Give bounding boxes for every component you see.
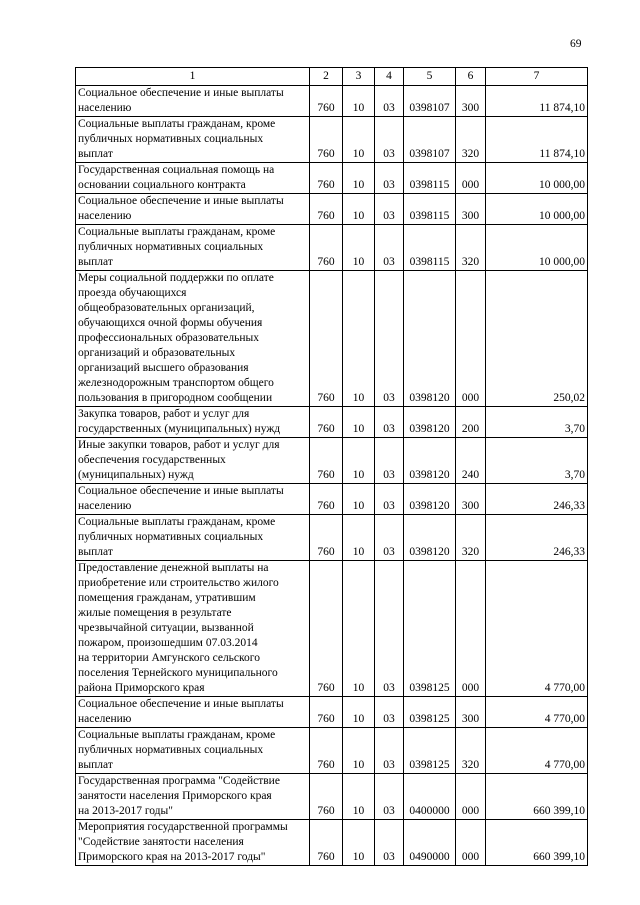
row-name-cell: Социальное обеспечение и иные выплаты населению <box>76 697 310 728</box>
amount-cell: 246,33 <box>486 515 588 561</box>
header-cell: 7 <box>486 68 588 86</box>
table-row <box>76 407 588 438</box>
expense-type-cell: 000 <box>456 820 486 866</box>
header-cell: 2 <box>310 68 343 86</box>
subsection-item-cell: 03 <box>375 271 404 407</box>
budget-table <box>75 67 588 866</box>
amount-cell: 3,70 <box>486 407 588 438</box>
table-row <box>76 515 588 561</box>
subsection-item-cell: 03 <box>375 697 404 728</box>
amount-cell: 10 000,00 <box>486 163 588 194</box>
section-code-cell: 760 <box>310 271 343 407</box>
subsection-item-cell: 03 <box>375 86 404 117</box>
section-code-cell: 760 <box>310 697 343 728</box>
row-name-cell: Закупка товаров, работ и услуг для государственных (муниципальных) нужд <box>76 407 310 438</box>
expense-type-cell: 200 <box>456 407 486 438</box>
subsection-code-cell: 10 <box>343 194 375 225</box>
table-row <box>76 774 588 820</box>
header-cell: 6 <box>456 68 486 86</box>
section-code-cell: 760 <box>310 225 343 271</box>
section-code-cell: 760 <box>310 728 343 774</box>
subsection-code-cell: 10 <box>343 697 375 728</box>
subsection-code-cell: 10 <box>343 484 375 515</box>
subsection-item-cell: 03 <box>375 163 404 194</box>
target-article-cell: 0398115 <box>404 163 456 194</box>
expense-type-cell: 320 <box>456 117 486 163</box>
subsection-code-cell: 10 <box>343 163 375 194</box>
header-cell: 1 <box>76 68 310 86</box>
row-name-cell: Социальные выплаты гражданам, кроме публичных нормативных социальных выплат <box>76 225 310 271</box>
row-name-cell: Социальные выплаты гражданам, кроме публичных нормативных социальных выплат <box>76 728 310 774</box>
expense-type-cell: 000 <box>456 163 486 194</box>
subsection-code-cell: 10 <box>343 225 375 271</box>
subsection-code-cell: 10 <box>343 407 375 438</box>
amount-cell: 660 399,10 <box>486 820 588 866</box>
amount-cell: 10 000,00 <box>486 225 588 271</box>
subsection-item-cell: 03 <box>375 407 404 438</box>
amount-cell: 246,33 <box>486 484 588 515</box>
target-article-cell: 0398107 <box>404 86 456 117</box>
subsection-code-cell: 10 <box>343 561 375 697</box>
table-row <box>76 271 588 407</box>
section-code-cell: 760 <box>310 163 343 194</box>
subsection-item-cell: 03 <box>375 774 404 820</box>
target-article-cell: 0398125 <box>404 697 456 728</box>
section-code-cell: 760 <box>310 774 343 820</box>
amount-cell: 4 770,00 <box>486 728 588 774</box>
expense-type-cell: 240 <box>456 438 486 484</box>
subsection-item-cell: 03 <box>375 728 404 774</box>
table-row <box>76 561 588 697</box>
row-name-cell: Социальное обеспечение и иные выплаты населению <box>76 194 310 225</box>
target-article-cell: 0398115 <box>404 225 456 271</box>
table-row <box>76 117 588 163</box>
expense-type-cell: 320 <box>456 728 486 774</box>
page-number: 69 <box>570 38 582 50</box>
row-name-cell: Социальные выплаты гражданам, кроме публичных нормативных социальных выплат <box>76 117 310 163</box>
amount-cell: 11 874,10 <box>486 86 588 117</box>
header-row <box>76 68 588 86</box>
section-code-cell: 760 <box>310 820 343 866</box>
table-row <box>76 697 588 728</box>
header-cell: 3 <box>343 68 375 86</box>
expense-type-cell: 320 <box>456 225 486 271</box>
subsection-code-cell: 10 <box>343 820 375 866</box>
subsection-code-cell: 10 <box>343 117 375 163</box>
amount-cell: 4 770,00 <box>486 561 588 697</box>
table-row <box>76 225 588 271</box>
row-name-cell: Социальные выплаты гражданам, кроме публичных нормативных социальных выплат <box>76 515 310 561</box>
target-article-cell: 0398125 <box>404 728 456 774</box>
expense-type-cell: 320 <box>456 515 486 561</box>
target-article-cell: 0398120 <box>404 438 456 484</box>
expense-type-cell: 300 <box>456 86 486 117</box>
amount-cell: 11 874,10 <box>486 117 588 163</box>
section-code-cell: 760 <box>310 407 343 438</box>
subsection-item-cell: 03 <box>375 117 404 163</box>
subsection-code-cell: 10 <box>343 515 375 561</box>
amount-cell: 3,70 <box>486 438 588 484</box>
subsection-code-cell: 10 <box>343 774 375 820</box>
target-article-cell: 0398107 <box>404 117 456 163</box>
target-article-cell: 0398120 <box>404 515 456 561</box>
expense-type-cell: 000 <box>456 271 486 407</box>
amount-cell: 660 399,10 <box>486 774 588 820</box>
row-name-cell: Иные закупки товаров, работ и услуг для обеспечения государственных (муниципальных) нужд <box>76 438 310 484</box>
section-code-cell: 760 <box>310 86 343 117</box>
table-row <box>76 163 588 194</box>
section-code-cell: 760 <box>310 194 343 225</box>
subsection-code-cell: 10 <box>343 438 375 484</box>
expense-type-cell: 300 <box>456 194 486 225</box>
amount-cell: 10 000,00 <box>486 194 588 225</box>
section-code-cell: 760 <box>310 484 343 515</box>
target-article-cell: 0398125 <box>404 561 456 697</box>
target-article-cell: 0400000 <box>404 774 456 820</box>
expense-type-cell: 300 <box>456 484 486 515</box>
row-name-cell: Мероприятия государственной программы "Содействие занятости населения Приморского края на 2013-2017 годы" <box>76 820 310 866</box>
subsection-item-cell: 03 <box>375 515 404 561</box>
section-code-cell: 760 <box>310 117 343 163</box>
section-code-cell: 760 <box>310 438 343 484</box>
subsection-code-cell: 10 <box>343 728 375 774</box>
row-name-cell: Социальное обеспечение и иные выплаты населению <box>76 484 310 515</box>
row-name-cell: Меры социальной поддержки по оплате проезда обучающихся общеобразовательных организаций, обучающихся очной формы обучения профессиональных образовательных организаций и образовательных организаций высшего образования железнодорожным транспортом общего пользования в пригородном сообщении <box>76 271 310 407</box>
subsection-item-cell: 03 <box>375 820 404 866</box>
amount-cell: 4 770,00 <box>486 697 588 728</box>
table-row <box>76 86 588 117</box>
target-article-cell: 0490000 <box>404 820 456 866</box>
subsection-item-cell: 03 <box>375 561 404 697</box>
row-name-cell: Государственная социальная помощь на основании социального контракта <box>76 163 310 194</box>
target-article-cell: 0398120 <box>404 407 456 438</box>
table-row <box>76 728 588 774</box>
header-cell: 4 <box>375 68 404 86</box>
table-row <box>76 438 588 484</box>
table-body <box>76 86 588 866</box>
section-code-cell: 760 <box>310 515 343 561</box>
row-name-cell: Предоставление денежной выплаты на приобретение или строительство жилого помещения гражданам, утратившим жилые помещения в результате чрезвычайной ситуации, вызванной пожаром, произошедшим 07.03.2014 на территории Амгунского сельского поселения Тернейского муниципального района Приморского края <box>76 561 310 697</box>
table-row <box>76 820 588 866</box>
subsection-item-cell: 03 <box>375 484 404 515</box>
target-article-cell: 0398115 <box>404 194 456 225</box>
target-article-cell: 0398120 <box>404 484 456 515</box>
subsection-code-cell: 10 <box>343 271 375 407</box>
header-cell: 5 <box>404 68 456 86</box>
subsection-item-cell: 03 <box>375 194 404 225</box>
expense-type-cell: 300 <box>456 697 486 728</box>
subsection-item-cell: 03 <box>375 225 404 271</box>
table-row <box>76 484 588 515</box>
subsection-code-cell: 10 <box>343 86 375 117</box>
expense-type-cell: 000 <box>456 561 486 697</box>
amount-cell: 250,02 <box>486 271 588 407</box>
row-name-cell: Социальное обеспечение и иные выплаты населению <box>76 86 310 117</box>
subsection-item-cell: 03 <box>375 438 404 484</box>
target-article-cell: 0398120 <box>404 271 456 407</box>
table-row <box>76 194 588 225</box>
section-code-cell: 760 <box>310 561 343 697</box>
row-name-cell: Государственная программа "Содействие занятости населения Приморского края на 2013-2017 годы" <box>76 774 310 820</box>
expense-type-cell: 000 <box>456 774 486 820</box>
